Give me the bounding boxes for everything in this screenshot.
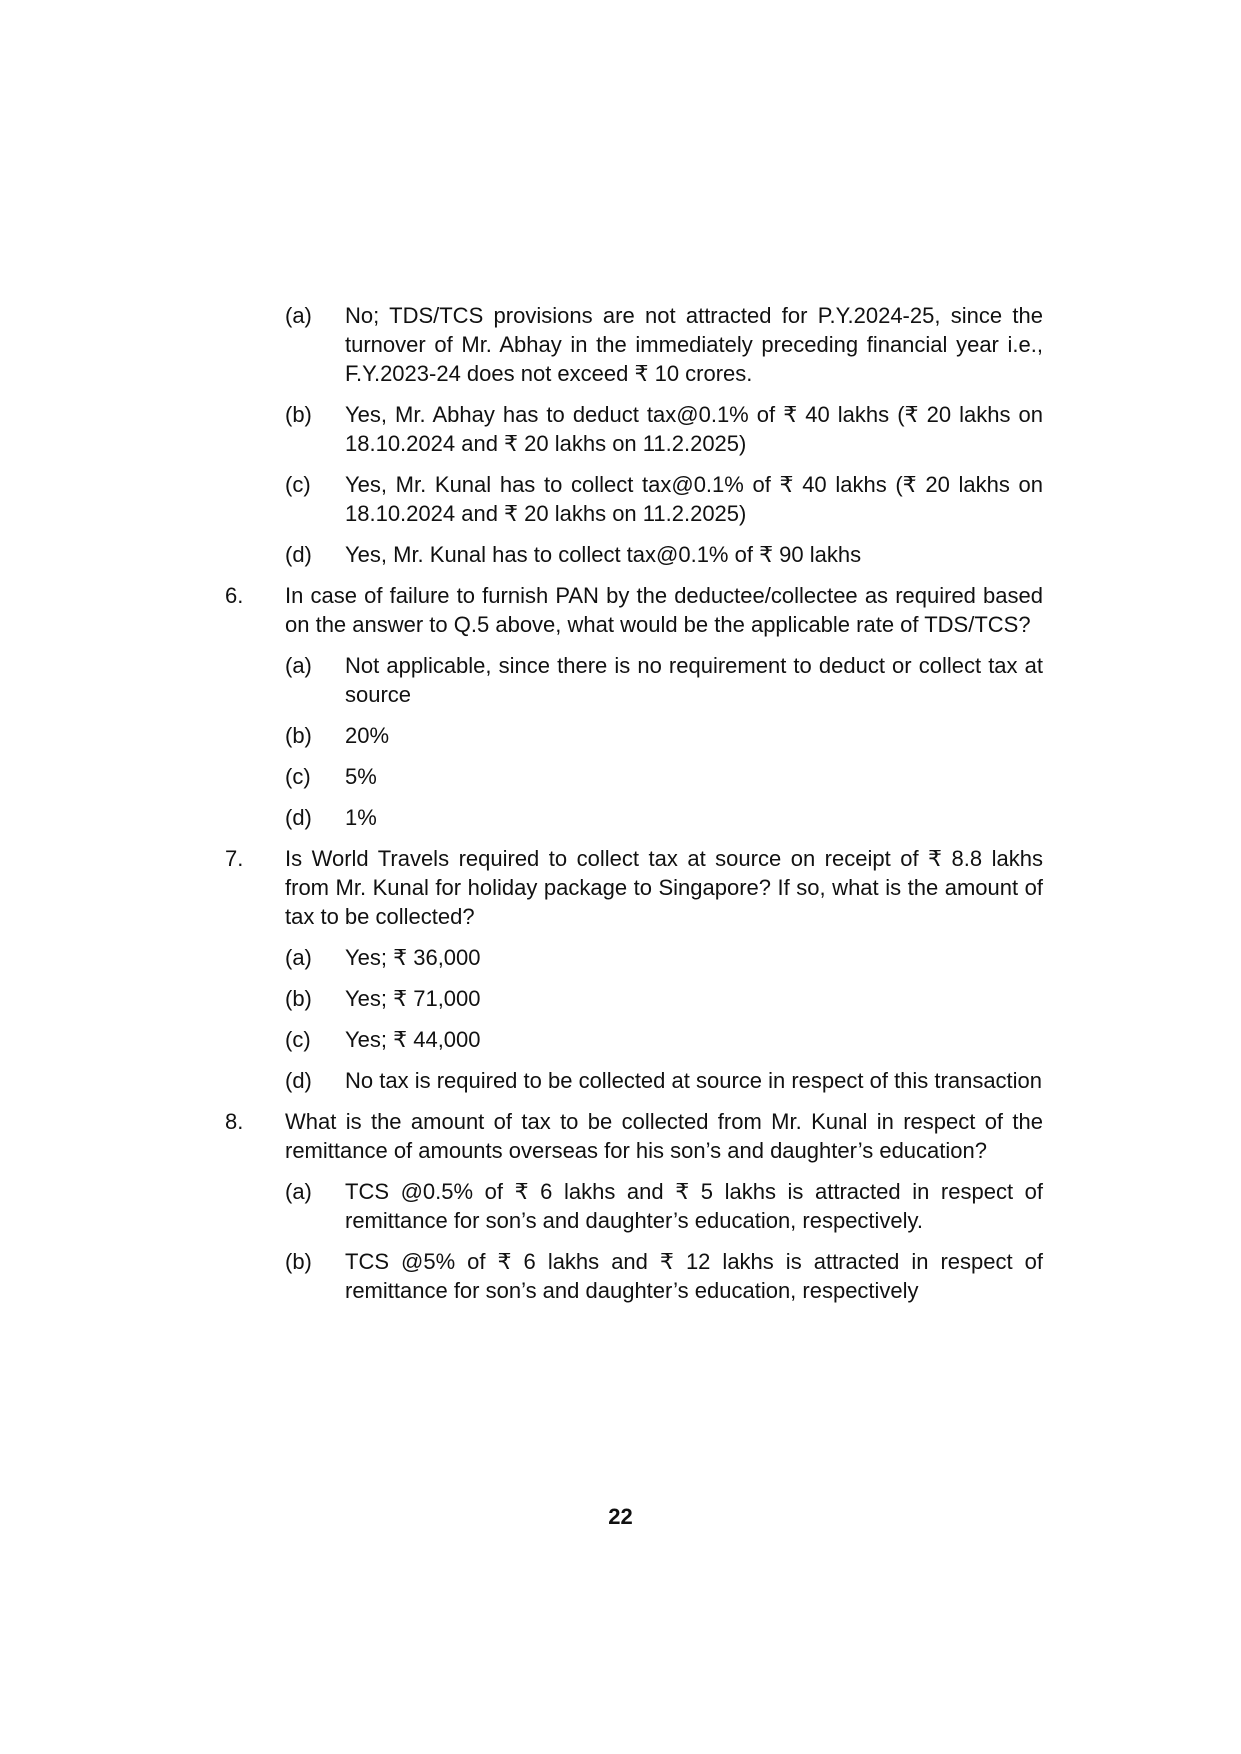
page-content [225,301,1043,1317]
option-q6-a [285,651,1043,709]
option-q8-b [285,1247,1043,1305]
question-6 [225,581,1043,832]
question-text: What is the amount of tax to be collected from Mr. Kunal in respect of the remittance of amounts overseas for his son’s and daughter’s education? [285,1109,1043,1163]
option-q7-d [285,1066,1043,1095]
option-text: Yes; ₹ 44,000 [345,1027,481,1052]
option-q5-c [285,470,1043,528]
question-8 [225,1107,1043,1305]
option-text: No; TDS/TCS provisions are not attracted for P.Y.2024-25, since the turnover of Mr. Abhay in the immediately preceding financial year i.e., F.Y.2023-24 does not exceed ₹ 10 crores. [345,303,1043,386]
q6-options [285,651,1043,832]
option-text: 1% [345,805,377,830]
q8-options [285,1177,1043,1305]
option-label: (b) [285,1249,312,1274]
option-text: Yes; ₹ 36,000 [345,945,481,970]
question-text: Is World Travels required to collect tax at source on receipt of ₹ 8.8 lakhs from Mr. Kunal for holiday package to Singapore? If so, what is the amount of tax to be collected? [285,846,1043,929]
option-label: (a) [285,653,312,678]
question-number: 6. [225,583,244,608]
option-q6-b [285,721,1043,750]
option-text: 20% [345,723,390,748]
option-text: Yes, Mr. Kunal has to collect tax@0.1% of ₹ 40 lakhs (₹ 20 lakhs on 18.10.2024 and ₹ 20 lakhs on 11.2.2025) [345,472,1043,526]
question-number: 7. [225,846,244,871]
option-text: TCS @0.5% of ₹ 6 lakhs and ₹ 5 lakhs is attracted in respect of remittance for son’s and daughter’s education, respectively. [345,1179,1043,1233]
option-label: (d) [285,805,312,830]
option-label: (a) [285,1179,312,1204]
option-text: TCS @5% of ₹ 6 lakhs and ₹ 12 lakhs is attracted in respect of remittance for son’s and daughter’s education, respectively [345,1249,1043,1303]
option-label: (a) [285,303,312,328]
option-label: (c) [285,764,311,789]
question-text: In case of failure to furnish PAN by the deductee/collectee as required based on the answer to Q.5 above, what would be the applicable rate of TDS/TCS? [285,583,1043,637]
option-q5-b [285,400,1043,458]
option-q7-b [285,984,1043,1013]
option-label: (d) [285,1068,312,1093]
question-7 [225,844,1043,1095]
option-q6-d [285,803,1043,832]
option-q7-a [285,943,1043,972]
option-text: Yes, Mr. Abhay has to deduct tax@0.1% of ₹ 40 lakhs (₹ 20 lakhs on 18.10.2024 and ₹ 20 lakhs on 11.2.2025) [345,402,1043,456]
q7-options [285,943,1043,1095]
option-text: No tax is required to be collected at source in respect of this transaction [345,1068,1043,1093]
option-label: (c) [285,1027,311,1052]
option-q5-a [285,301,1043,388]
q5-options [285,301,1043,569]
page-number: 22 [608,1504,633,1529]
option-q6-c [285,762,1043,791]
option-label: (d) [285,542,312,567]
option-text: 5% [345,764,377,789]
option-text: Not applicable, since there is no requirement to deduct or collect tax at source [345,653,1043,707]
option-q7-c [285,1025,1043,1054]
option-label: (b) [285,723,312,748]
option-label: (a) [285,945,312,970]
question-number: 8. [225,1109,244,1134]
option-q5-d [285,540,1043,569]
option-q8-a [285,1177,1043,1235]
option-text: Yes; ₹ 71,000 [345,986,481,1011]
option-text: Yes, Mr. Kunal has to collect tax@0.1% of ₹ 90 lakhs [345,542,862,567]
option-label: (c) [285,472,311,497]
option-label: (b) [285,402,312,427]
option-label: (b) [285,986,312,1011]
